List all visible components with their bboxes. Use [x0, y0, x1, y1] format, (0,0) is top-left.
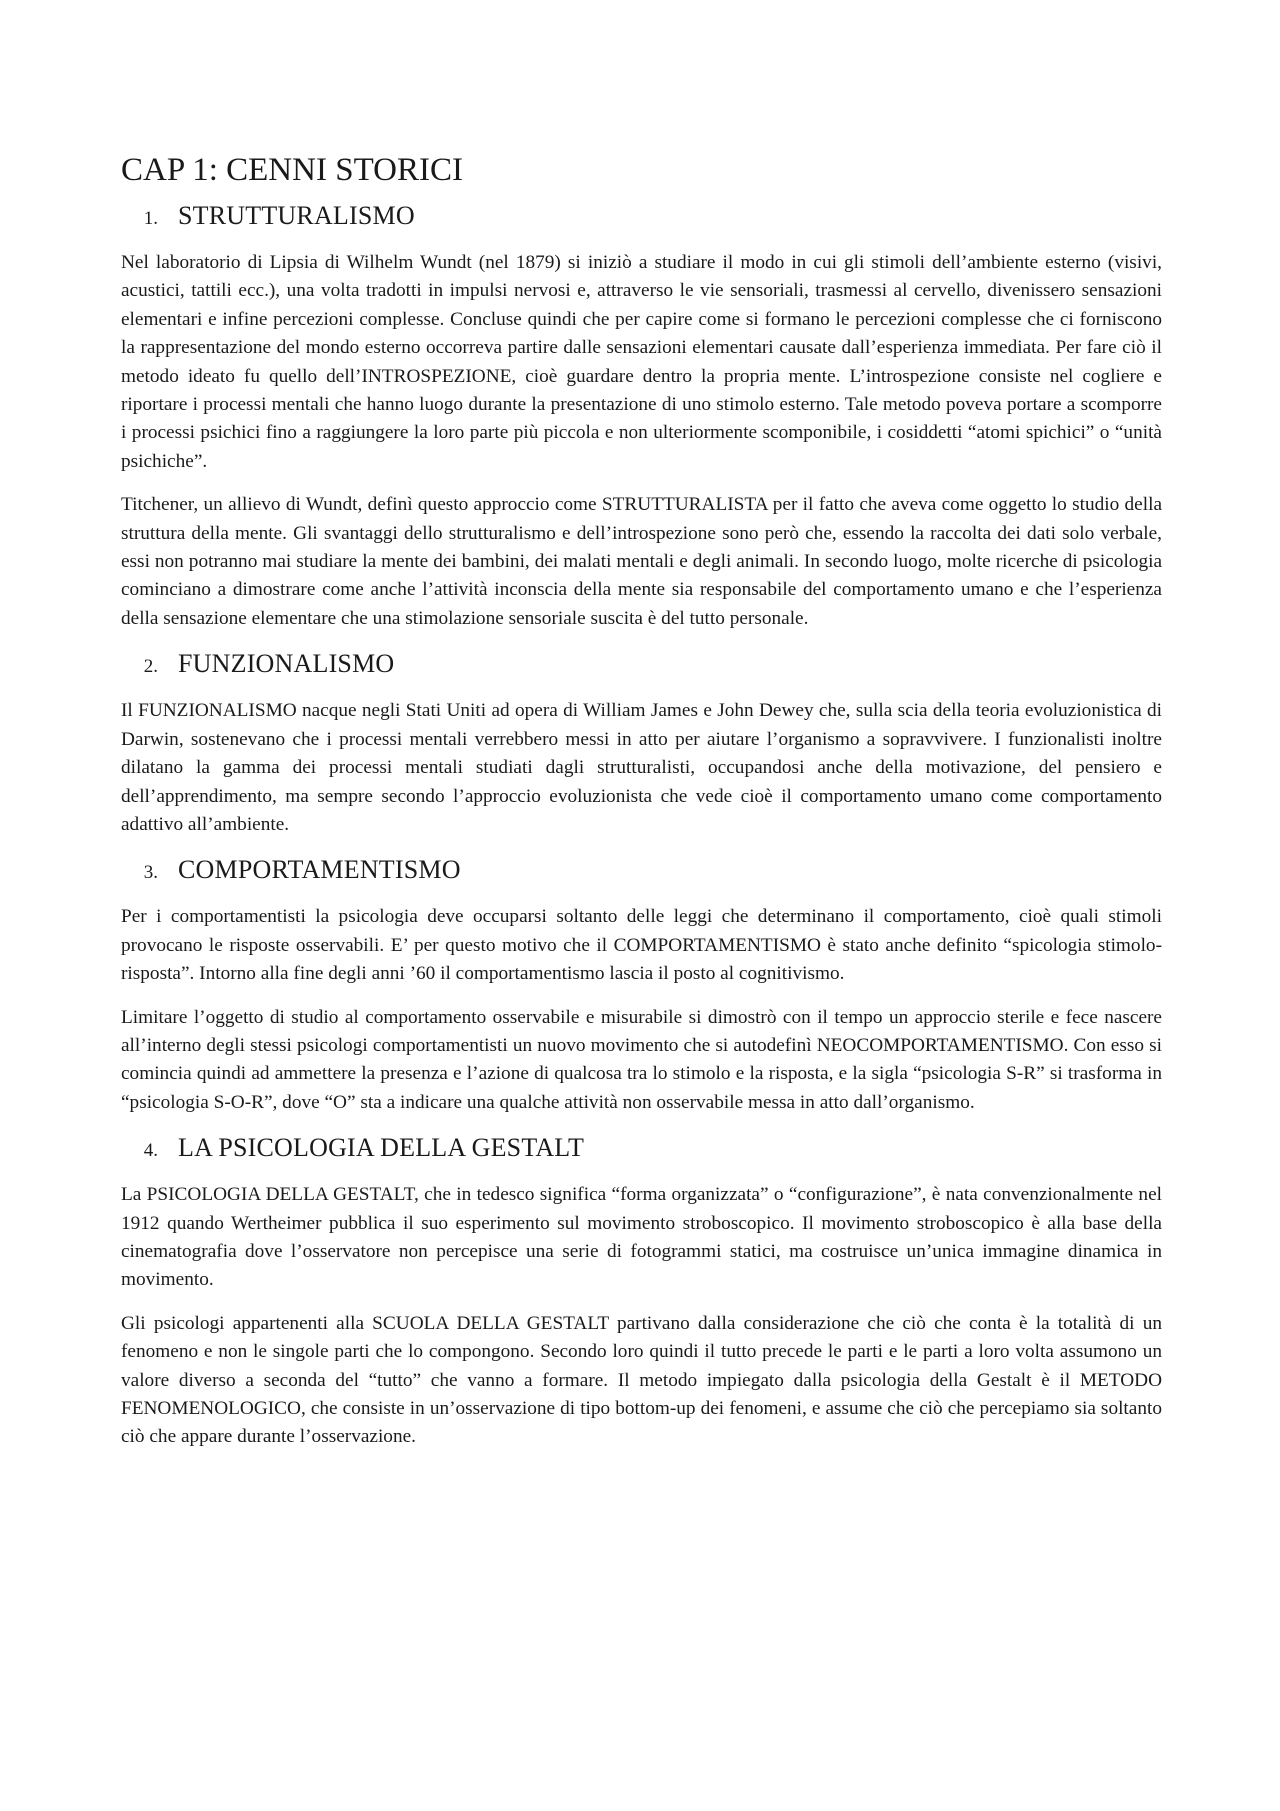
paragraph: Titchener, un allievo di Wundt, definì questo approccio come STRUTTURALISTA per il fatto che aveva come oggetto lo studio della struttura della mente. Gli svantaggi dello strutturalismo e dell’introspezione sono però che, essendo la raccolta dei dati solo verbale, essi non potranno mai studiare la mente dei bambini, dei malati mentali e degli animali. In secondo luogo, molte ricerche di psicologia cominciano a dimostrare come anche l’attività inconscia della mente sia responsabile del comportamento umano e che l’esperienza della sensazione elementare che una stimolazione sensoriale suscita è del tutto personale. — [121, 494, 1162, 629]
chapter-title: CAP 1: CENNI STORICI — [121, 152, 463, 188]
paragraph: Nel laboratorio di Lipsia di Wilhelm Wundt (nel 1879) si iniziò a studiare il modo in cui gli stimoli dell’ambiente esterno (visivi, acustici, tattili ecc.), una volta tradotti in impulsi nervosi e, attraverso le vie sensoriali, trasmessi al cervello, divenissero sensazioni elementari e infine percezioni complesse. Concluse quindi che per capire come si formano le percezioni complesse che ci forniscono la rappresentazione del mondo esterno occorreva partire dalle sensazioni elementari causate dall’esperienza immediata. Per fare ciò il metodo ideato fu quello dell’INTROSPEZIONE, cioè guardare dentro la propria mente. L’introspezione consiste nel cogliere e riportare i processi mentali che hanno luogo durante la presentazione di uno stimolo esterno. Tale metodo poveva portare a scomporre i processi psichici fino a raggiungere la loro parte più piccola e non ulteriormente scomponibile, i cosiddetti “atomi spichici” o “unità psichiche”. — [121, 252, 1162, 472]
section-funzionalismo — [121, 648, 1162, 839]
section-title: STRUTTURALISMO — [178, 201, 415, 230]
section-heading — [121, 200, 1162, 235]
section-comportamentismo — [121, 854, 1162, 1117]
paragraph: Gli psicologi appartenenti alla SCUOLA DELLA GESTALT partivano dalla considerazione che ciò che conta è la totalità di un fenomeno e non le singole parti che lo compongono. Secondo loro quindi il tutto precede le parti e le parti a loro volta assumono un valore diverso a seconda del “tutto” che vanno a formare. Il metodo impiegato dalla psicologia della Gestalt è il METODO FENOMENOLOGICO, che consiste in un’osservazione di tipo bottom-up dei fenomeni, e assume che ciò che percepiamo sia soltanto ciò che appare durante l’osservazione. — [121, 1312, 1162, 1448]
section-heading — [121, 1132, 1162, 1167]
paragraph: Limitare l’oggetto di studio al comportamento osservabile e misurabile si dimostrò con il tempo un approccio sterile e fece nascere all’interno degli stessi psicologi comportamentisti un nuovo movimento che si autodefinì NEOCOMPORTAMENTISMO. Con esso si comincia quindi ad ammettere la presenza e l’azione di qualcosa tra lo stimolo e la risposta, e la sigla “psicologia S-R” si trasforma in “psicologia S-O-R”, dove “O” sta a indicare una qualche attività non osservabile messa in atto dall’organismo. — [121, 1006, 1162, 1113]
paragraph: La PSICOLOGIA DELLA GESTALT, che in tedesco significa “forma organizzata” o “configurazione”, è nata convenzionalmente nel 1912 quando Wertheimer pubblica il suo esperimento sul movimento stroboscopico. Il movimento stroboscopico è alla base della cinematografia dove l’osservatore non percepisce una serie di fotogrammi statici, ma costruisce un’unica immagine dinamica in movimento. — [121, 1184, 1162, 1291]
section-title: COMPORTAMENTISMO — [178, 855, 461, 885]
section-gestalt — [121, 1132, 1162, 1452]
section-heading — [121, 648, 1162, 683]
document-page — [121, 150, 1162, 1467]
section-heading — [121, 854, 1162, 889]
section-number: 4. — [143, 1140, 158, 1162]
section-title: FUNZIONALISMO — [178, 649, 395, 679]
section-title: LA PSICOLOGIA DELLA GESTALT — [178, 1133, 585, 1163]
paragraph: Il FUNZIONALISMO nacque negli Stati Uniti ad opera di William James e John Dewey che, sulla scia della teoria evoluzionistica di Darwin, sostenevano che i processi mentali verrebbero messi in atto per aiutare l’organismo a sopravvivere. I funzionalisti inoltre dilatano la gamma dei processi mentali studiati dagli strutturalisti, occupandosi anche della motivazione, del pensiero e dell’apprendimento, ma sempre secondo l’approccio evoluzionista che vede cioè il comportamento umano come comportamento adattivo all’ambiente. — [121, 700, 1162, 835]
paragraph: Per i comportamentisti la psicologia deve occuparsi soltanto delle leggi che determinano il comportamento, cioè quali stimoli provocano le risposte osservabili. E’ per questo motivo che il COMPORTAMENTISMO è stato anche definito “spicologia stimolo-risposta”. Intorno alla fine degli anni ’60 il comportamentismo lascia il posto al cognitivismo. — [121, 906, 1162, 985]
section-number: 3. — [143, 862, 158, 884]
section-number: 1. — [143, 208, 158, 229]
section-strutturalismo — [121, 200, 1162, 633]
section-number: 2. — [143, 656, 158, 678]
